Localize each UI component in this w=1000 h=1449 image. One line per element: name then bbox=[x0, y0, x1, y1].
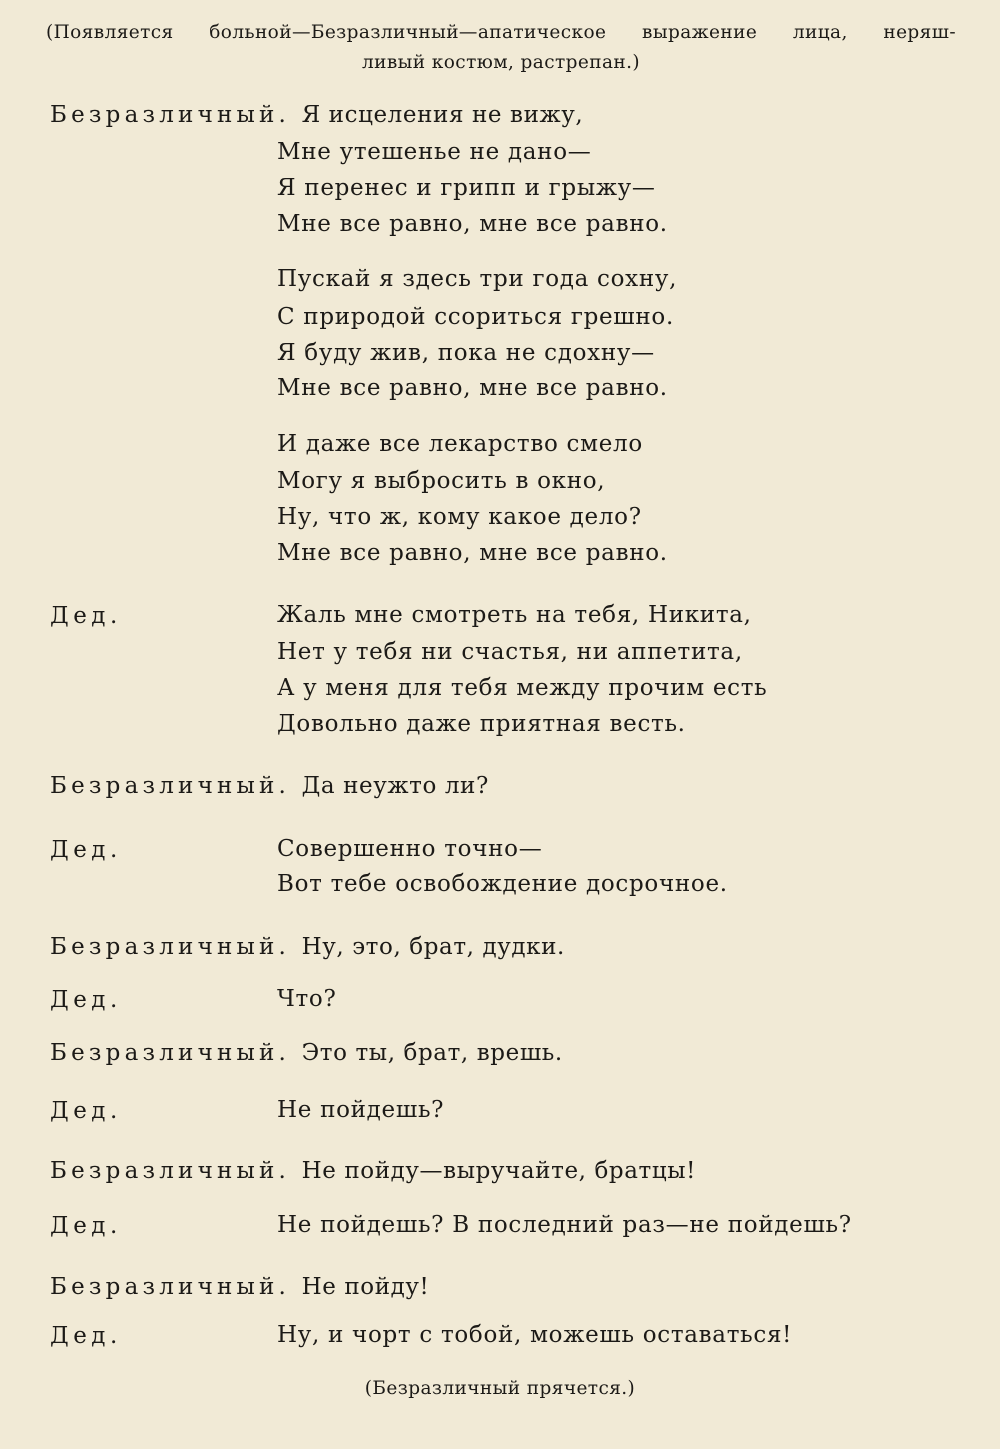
verse-line: Мне все равно, мне все равно. bbox=[277, 211, 668, 237]
speaker-name: Безразличный. bbox=[50, 934, 291, 960]
verse-line: А у меня для тебя между прочим есть bbox=[277, 675, 768, 701]
speaker-name: Дед. bbox=[50, 603, 122, 629]
speaker-name: Дед. bbox=[50, 1323, 122, 1349]
stage-direction-line: (Появляется больной—Безразличный—апатическое выражение лица, неряш- bbox=[46, 22, 956, 43]
verse-line: Я буду жив, пока не сдохну— bbox=[277, 340, 655, 366]
speaker-name: Дед. bbox=[50, 987, 122, 1013]
dialogue-text: Да неужто ли? bbox=[301, 773, 489, 799]
verse-line: Мне все равно, мне все равно. bbox=[277, 375, 668, 401]
verse-line: Мне утешенье не дано— bbox=[277, 139, 592, 165]
stage-direction-top bbox=[46, 18, 956, 78]
speaker-name: Безразличный. bbox=[50, 1040, 291, 1066]
speaker-line bbox=[50, 1158, 696, 1184]
dialogue-text: Не пойду! bbox=[301, 1274, 430, 1300]
speaker-name: Безразличный. bbox=[50, 1274, 291, 1300]
dialogue-text: Что? bbox=[277, 986, 337, 1012]
stage-direction-line: ливый костюм, растрепан.) bbox=[361, 52, 641, 73]
dialogue-text: Не пойдешь? В последний раз—не пойдешь? bbox=[277, 1212, 852, 1238]
verse-line: Могу я выбросить в окно, bbox=[277, 468, 606, 494]
speaker-line bbox=[50, 934, 565, 960]
speaker-line bbox=[50, 1040, 563, 1066]
speaker-name: Безразличный. bbox=[50, 773, 291, 799]
dialogue-text: Ну, и чорт с тобой, можешь оставаться! bbox=[277, 1322, 793, 1348]
dialogue-text: Совершенно точно— bbox=[277, 836, 543, 862]
verse-line: Я исцеления не вижу, bbox=[301, 102, 584, 128]
dialogue-text: Ну, это, брат, дудки. bbox=[301, 934, 565, 960]
verse-line: Ну, что ж, кому какое дело? bbox=[277, 504, 642, 530]
speaker-name: Дед. bbox=[50, 1098, 122, 1124]
verse-line: С природой ссориться грешно. bbox=[277, 304, 674, 330]
verse-line: Мне все равно, мне все равно. bbox=[277, 540, 668, 566]
speaker-name: Дед. bbox=[50, 837, 122, 863]
speaker-line bbox=[50, 102, 583, 128]
speaker-name: Безразличный. bbox=[50, 1158, 291, 1184]
verse-line: Пускай я здесь три года сохну, bbox=[277, 266, 678, 292]
dialogue-text: Вот тебе освобождение досрочное. bbox=[277, 871, 728, 897]
dialogue-text: Не пойду—выручайте, братцы! bbox=[301, 1158, 697, 1184]
verse-line: Нет у тебя ни счастья, ни аппетита, bbox=[277, 639, 743, 665]
speaker-name: Дед. bbox=[50, 1213, 122, 1239]
speaker-line bbox=[50, 773, 489, 799]
dialogue-text: Это ты, брат, врешь. bbox=[301, 1040, 563, 1066]
stage-direction-bottom: (Безразличный прячется.) bbox=[364, 1378, 636, 1399]
verse-line: Жаль мне смотреть на тебя, Никита, bbox=[277, 602, 752, 628]
verse-line: Довольно даже приятная весть. bbox=[277, 711, 686, 737]
dialogue-text: Не пойдешь? bbox=[277, 1097, 445, 1123]
verse-line: Я перенес и грипп и грыжу— bbox=[277, 175, 656, 201]
speaker-name: Безразличный. bbox=[50, 102, 291, 128]
verse-line: И даже все лекарство смело bbox=[277, 431, 643, 457]
speaker-line bbox=[50, 1274, 429, 1300]
